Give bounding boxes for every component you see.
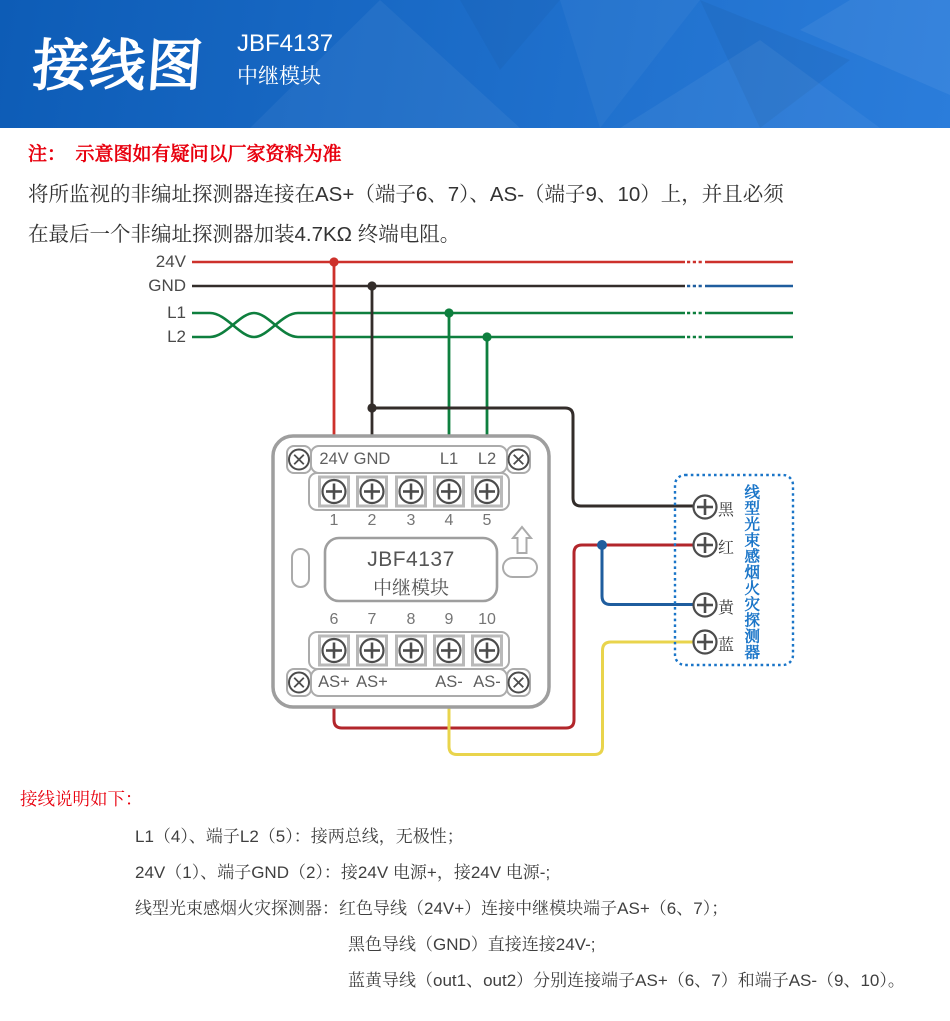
terminal-number-2: 2 xyxy=(367,512,377,529)
module-top-label-24v: 24V xyxy=(319,450,349,468)
bus-label-l2: L2 xyxy=(167,327,186,346)
terminal-number-7: 7 xyxy=(367,611,377,628)
terminal-number-10: 10 xyxy=(478,611,496,628)
header-model: JBF4137 xyxy=(237,30,334,57)
terminal-number-8: 8 xyxy=(406,611,416,628)
detector-screw-icon xyxy=(694,496,717,519)
wire-gnd-drop xyxy=(367,286,376,438)
instruction-line-1: L1（4）、端子L2（5）：接两总线，无极性； xyxy=(135,827,464,846)
instruction-line-5: 蓝黄导线（out1、out2）分别连接端子AS+（6、7）和端子AS-（9、10）。 xyxy=(348,971,905,990)
bus-line-l2 xyxy=(192,313,793,342)
terminal-screw-icon xyxy=(358,477,387,506)
blue-junction-dot xyxy=(597,540,607,550)
terminal-screw-icon xyxy=(358,636,387,665)
terminal-screw-icon xyxy=(320,477,349,506)
terminal-screws-top xyxy=(320,477,502,506)
bus-line-24v xyxy=(192,257,793,266)
instruction-line-2: 24V（1）、端子GND（2）：接24V 电源+，接24V 电源-; xyxy=(135,863,551,882)
terminal-screw-icon xyxy=(473,636,502,665)
page-title: 接线图 xyxy=(30,34,206,97)
terminal-screw-icon xyxy=(435,477,464,506)
corner-screw-icon xyxy=(289,673,309,693)
instruction-line-3: 线型光束感烟火灾探测器：红色导线（24V+）连接中继模块端子AS+（6、7）； xyxy=(135,899,729,918)
instruction-line-4: 黑色导线（GND）直接连接24V-; xyxy=(348,935,596,954)
detector-terminal-black: 黑 xyxy=(718,502,735,519)
terminal-screws-bottom xyxy=(320,636,502,665)
module-bottom-label-as3: AS- xyxy=(435,673,463,691)
bus-label-l1: L1 xyxy=(167,303,186,322)
module-top-label-gnd: GND xyxy=(353,450,391,468)
note-prefix: 注： xyxy=(28,144,57,165)
bus-label-gnd: GND xyxy=(148,276,186,295)
terminal-number-1: 1 xyxy=(329,512,339,529)
note-text: 示意图如有疑问以厂家资料为准 xyxy=(75,144,342,165)
detector-screw-icon xyxy=(694,631,717,654)
detector-terminal-yellow: 黄 xyxy=(718,600,735,617)
detector-screw-icon xyxy=(694,594,717,617)
module-name-text: 中继模块 xyxy=(372,578,449,599)
module-model-text: JBF4137 xyxy=(367,548,455,571)
module-top-label-l2: L2 xyxy=(477,450,497,468)
terminal-screw-icon xyxy=(473,477,502,506)
terminal-screw-icon xyxy=(397,477,426,506)
module-bottom-label-as2: AS+ xyxy=(356,673,388,691)
terminal-number-4: 4 xyxy=(444,512,454,529)
module-bottom-label-as4: AS- xyxy=(473,673,501,691)
terminal-number-9: 9 xyxy=(444,611,454,628)
module-top-label-l1: L1 xyxy=(439,450,459,468)
detector-terminal-blue: 蓝 xyxy=(718,637,735,654)
bus-line-l1 xyxy=(192,308,793,337)
terminal-number-5: 5 xyxy=(482,512,492,529)
terminal-screw-icon xyxy=(320,636,349,665)
instructions-title: 接线说明如下： xyxy=(20,789,143,809)
wire-blue-to-detector xyxy=(602,545,697,605)
bus-label-24v: 24V xyxy=(155,252,186,271)
intro-line-2: 在最后一个非编址探测器加装4.7KΩ 终端电阻。 xyxy=(28,223,461,246)
module-bottom-label-as1: AS+ xyxy=(318,673,350,691)
corner-screw-icon xyxy=(289,450,309,470)
detector-screw-icon xyxy=(694,534,717,557)
terminal-number-6: 6 xyxy=(329,611,339,628)
terminal-number-3: 3 xyxy=(406,512,416,529)
bus-line-gnd xyxy=(192,281,793,290)
terminal-screw-icon xyxy=(435,636,464,665)
detector-terminal-screws xyxy=(694,496,717,654)
detector-terminal-red: 红 xyxy=(718,540,735,557)
intro-line-1: 将所监视的非编址探测器连接在AS+（端子6、7）、AS-（端子9、10）上，并且必须 xyxy=(28,183,784,206)
header-subtitle: 中继模块 xyxy=(237,65,321,88)
detector-name-vertical: 线型光束感烟火灾探测器 xyxy=(742,484,760,660)
terminal-screw-icon xyxy=(397,636,426,665)
